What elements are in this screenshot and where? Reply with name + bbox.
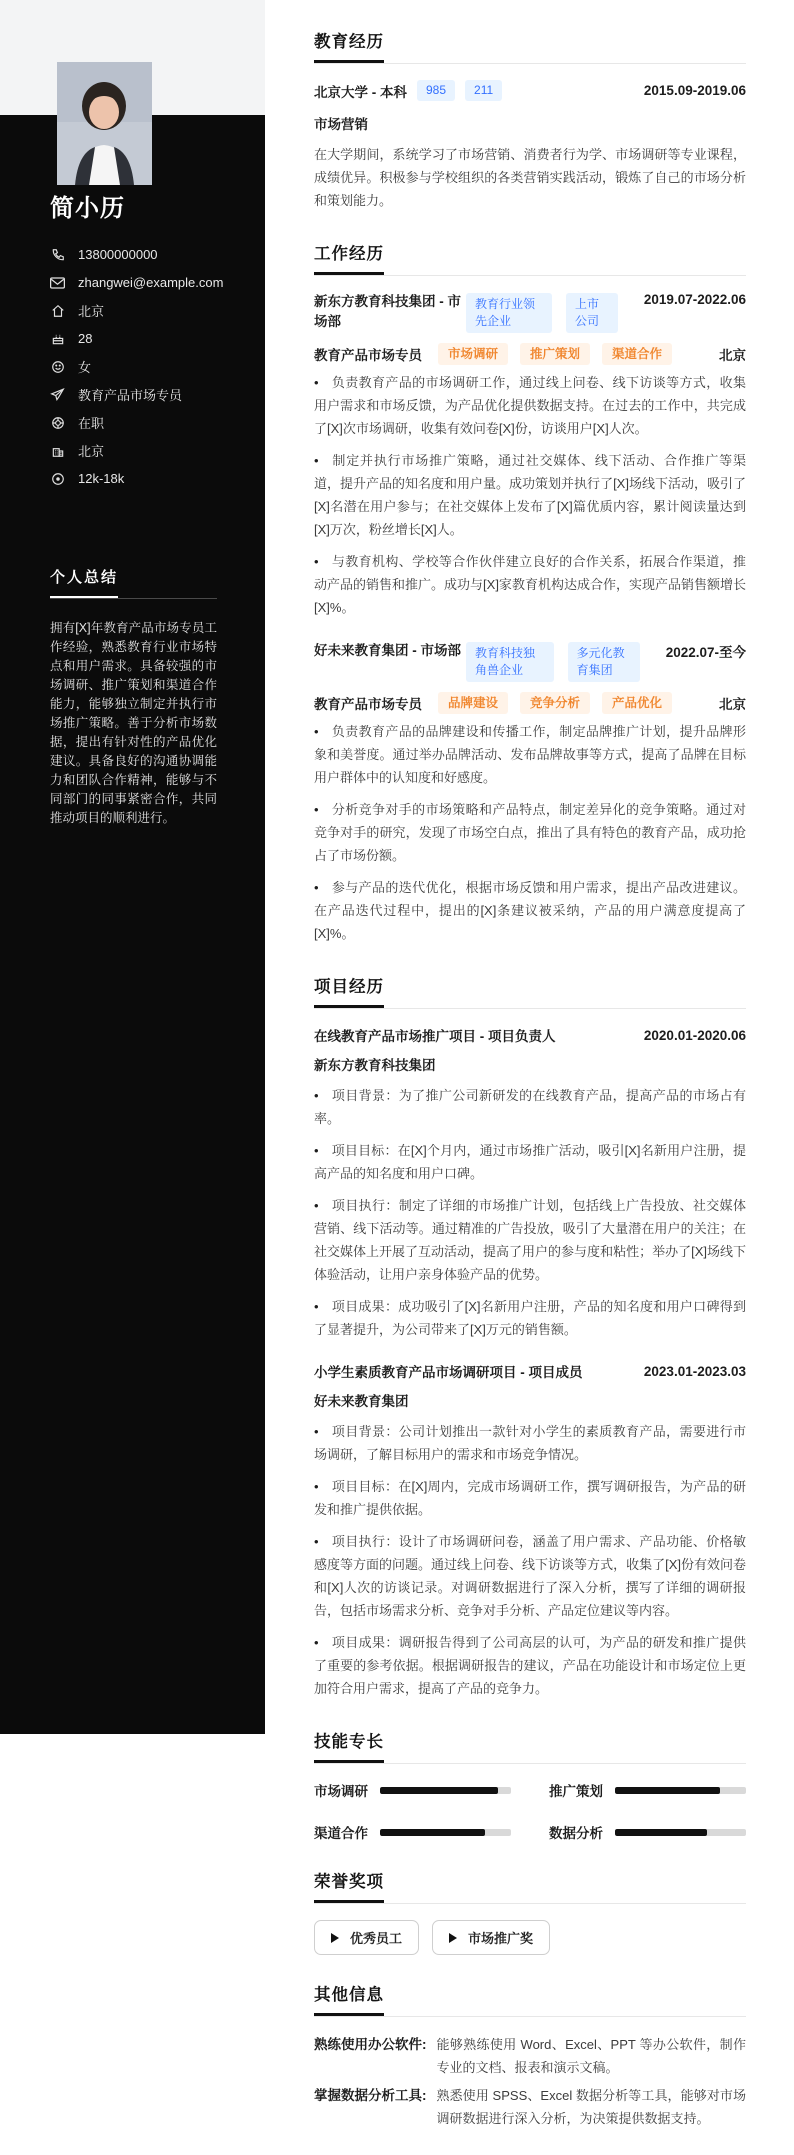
other-info-label: 掌握数据分析工具:: [314, 2088, 427, 2103]
profile-photo-image: [57, 62, 152, 185]
other-info-section: [314, 1981, 746, 2130]
project-entry-1: [314, 1025, 746, 1341]
bullet-item: • 与教育机构、学校等合作伙伴建立良好的合作关系，拓展合作渠道，推动产品的销售和推广。成功与[X]家教育机构达成合作，实现产品销售额增长[X]%。: [314, 554, 746, 615]
skill-bar-fill: [615, 1787, 720, 1794]
bullet-item: • 负责教育产品的品牌建设和传播工作，制定品牌推广计划，提升品牌形象和美誉度。通过举办品牌活动、发布品牌故事等方式，提高了品牌在目标用户群体中的认知度和好感度。: [314, 724, 746, 785]
bullet-item: • 项目目标：在[X]周内，完成市场调研工作，撰写调研报告，为产品的研发和推广提供依据。: [314, 1479, 746, 1517]
project-entry-2: [314, 1361, 746, 1700]
contact-age-value: 28: [78, 331, 93, 346]
job-entry-2: [314, 641, 746, 945]
play-icon: [449, 1933, 457, 1943]
personal-summary-text: 拥有[X]年教育产品市场专员工作经验，熟悉教育行业市场特点和用户需求。具备较强的市场调研、推广策划和渠道合作能力，能够独立制定并执行市场推广策略。善于分析市场数据，提出有针对性的产品优化建议。具备良好的沟通协调能力和团队合作精神，能够与不同部门的同事紧密合作，共同推动项目的顺利进行。: [50, 621, 217, 825]
phone-icon: [50, 247, 65, 262]
job-1-header: [314, 292, 746, 333]
job-2-role-row: [314, 692, 746, 714]
other-info-label: 熟练使用办公软件:: [314, 2037, 427, 2052]
job-tag: 产品优化: [602, 692, 672, 714]
education-entry: [314, 80, 746, 101]
bullet-item: • 负责教育产品的市场调研工作，通过线上问卷、线下访谈等方式，收集用户需求和市场反馈，为产品优化提供数据支持。在过去的工作中，共完成了[X]次市场调研，收集有效问卷[X]份，访谈用户[X]人次。: [314, 375, 746, 436]
job-1-bullets: [314, 371, 746, 619]
bullet-item: • 项目执行：设计了市场调研问卷，涵盖了用户需求、产品功能、价格敏感度等方面的问题。通过线上问卷、线下访谈等方式，收集了[X]份有效问卷和[X]人次的访谈记录。对调研数据进行了深入分析，撰写了详细的调研报告，包括市场需求分析、竞争对手分析、产品定位建议等内容。: [314, 1534, 746, 1618]
job-role: 教育产品市场专员: [314, 697, 422, 712]
skill-label: 市场调研: [314, 1784, 368, 1799]
bullet-dot: •: [314, 802, 319, 817]
skill-bar: [615, 1787, 746, 1794]
contact-email: [50, 274, 224, 291]
company-badge: 教育科技独角兽企业: [466, 642, 554, 682]
honor-label: 优秀员工: [350, 1931, 403, 1946]
contact-email-value: zhangwei@example.com: [78, 275, 224, 290]
education-section: [314, 28, 746, 212]
honor-pill: [432, 1920, 550, 1955]
job-tag: 渠道合作: [602, 343, 672, 365]
bullet-item: • 项目背景：公司计划推出一款针对小学生的素质教育产品，需要进行市场调研，了解目标用户的需求和市场竞争情况。: [314, 1424, 746, 1462]
project-date: 2020.01-2020.06: [643, 1027, 746, 1043]
contact-salary: [50, 470, 220, 487]
skills-grid: [314, 1780, 746, 1842]
city-icon: [50, 443, 65, 458]
project-1-bullets: [314, 1084, 746, 1341]
skill-label: 数据分析: [549, 1826, 603, 1841]
company-name: 新东方教育科技集团 - 市场部: [314, 294, 461, 329]
home-icon: [50, 303, 65, 318]
bullet-dot: •: [314, 1534, 319, 1549]
contact-home: [50, 302, 220, 319]
job-tag: 市场调研: [438, 343, 508, 365]
email-icon: [50, 275, 65, 290]
bullet-item: • 项目成果：调研报告得到了公司高层的认可，为产品的研发和推广提供了重要的参考依据。根据调研报告的建议，产品在功能设计和市场定位上更加符合用户需求，提高了产品的竞争力。: [314, 1635, 746, 1696]
job-location: 北京: [719, 348, 746, 363]
status-icon: [50, 415, 65, 430]
projects-section: [314, 973, 746, 1700]
skill-item: [549, 1780, 746, 1800]
school-badge-985: 985: [417, 80, 455, 101]
company-badges: [466, 292, 632, 333]
contact-salary-value: 12k-18k: [78, 471, 125, 486]
honor-label: 市场推广奖: [468, 1931, 534, 1946]
skill-bar-fill: [380, 1829, 485, 1836]
bullet-item: • 项目执行：制定了详细的市场推广计划，包括线上广告投放、社交媒体营销、线下活动等。通过精准的广告投放，吸引了大量潜在用户的关注；在社交媒体上开展了互动活动，提高了用户的参与度和粘性；举办了[X]场线下体验活动，让用户亲身体验产品的优势。: [314, 1198, 746, 1282]
bullet-dot: •: [314, 724, 319, 739]
bullet-dot: •: [314, 1088, 319, 1103]
contact-phone-value: 13800000000: [78, 247, 158, 262]
major: 市场营销: [314, 117, 368, 132]
skill-bar-fill: [615, 1829, 707, 1836]
bullet-item: • 制定并执行市场推广策略，通过社交媒体、线下活动、合作推广等渠道，提升产品的知名度和用户量。成功策划并执行了[X]场线下活动，吸引了[X]名潜在用户参与；在社交媒体上发布了[X]篇优质内容，累计阅读量达到[X]万次，粉丝增长[X]人。: [314, 453, 746, 537]
project-1-header: [314, 1025, 746, 1045]
sidebar: [0, 0, 265, 1734]
resume-main: [265, 0, 794, 2155]
skill-item: [549, 1822, 746, 1842]
contact-city-value: 北京: [78, 444, 105, 459]
skill-label: 渠道合作: [314, 1826, 368, 1841]
skill-item: [314, 1822, 511, 1842]
project-2-header: [314, 1361, 746, 1381]
age-icon: [50, 331, 65, 346]
job-1-role-row: [314, 343, 746, 365]
education-date: 2015.09-2019.06: [643, 83, 746, 98]
project-org: 好未来教育集团: [314, 1394, 409, 1409]
skills-section: [314, 1728, 746, 1842]
job-date: 2022.07-至今: [665, 645, 746, 660]
bullet-dot: •: [314, 1635, 319, 1650]
projects-section-title: 项目经历: [314, 973, 746, 1009]
bullet-dot: •: [314, 1143, 319, 1158]
company-badge: 上市公司: [566, 293, 618, 333]
bullet-dot: •: [314, 453, 319, 468]
bullet-dot: •: [314, 1424, 319, 1439]
contact-job-title-value: 教育产品市场专员: [78, 388, 183, 403]
skill-bar: [380, 1829, 511, 1836]
job-location: 北京: [719, 697, 746, 712]
bullet-item: • 分析竞争对手的市场策略和产品特点，制定差异化的竞争策略。通过对竞争对手的研究，发现了市场空白点，推出了具有特色的教育产品，成功抢占了市场份额。: [314, 802, 746, 863]
school-badge-211: 211: [465, 80, 502, 101]
honor-pill: [314, 1920, 419, 1955]
bullet-item: • 项目背景：为了推广公司新研发的在线教育产品，提高产品的市场占有率。: [314, 1088, 746, 1126]
skill-bar: [380, 1787, 511, 1794]
project-name: 在线教育产品市场推广项目 - 项目负责人: [314, 1029, 556, 1044]
other-info-text: 能够熟练使用 Word、Excel、PPT 等办公软件，制作专业的文档、报表和演示文稿。: [436, 2037, 746, 2075]
other-info-row: [314, 2033, 746, 2079]
contact-job-title: [50, 386, 220, 403]
contact-list: [50, 246, 224, 498]
other-info-section-title: 其他信息: [314, 1981, 746, 2017]
skill-label: 推广策划: [549, 1784, 603, 1799]
profile-photo: [57, 62, 152, 185]
personal-summary-title: 个人总结: [50, 566, 217, 599]
other-info-text: 熟悉使用 SPSS、Excel 数据分析等工具，能够对市场调研数据进行深入分析，为决策提供数据支持。: [436, 2088, 746, 2126]
job-2-header: [314, 641, 746, 682]
bullet-dot: •: [314, 1479, 319, 1494]
contact-home-value: 北京: [78, 304, 105, 319]
bullet-item: • 项目目标：在[X]个月内，通过市场推广活动，吸引[X]名新用户注册，提高产品的知名度和用户口碑。: [314, 1143, 746, 1181]
bullet-dot: •: [314, 1198, 319, 1213]
job-date: 2019.07-2022.06: [643, 292, 746, 307]
project-name: 小学生素质教育产品市场调研项目 - 项目成员: [314, 1365, 583, 1380]
job-role: 教育产品市场专员: [314, 348, 422, 363]
contact-city: [50, 442, 220, 459]
bullet-dot: •: [314, 1299, 319, 1314]
candidate-name: 简小历: [50, 195, 125, 222]
honors-section: [314, 1868, 746, 1955]
honors-section-title: 荣誉奖项: [314, 1868, 746, 1904]
bullet-dot: •: [314, 880, 319, 895]
work-section: [314, 240, 746, 945]
job-2-bullets: [314, 720, 746, 945]
job-entry-1: [314, 292, 746, 619]
honor-pills: [314, 1920, 746, 1955]
skill-item: [314, 1780, 511, 1800]
job-title-icon: [50, 387, 65, 402]
contact-phone: [50, 246, 220, 263]
gender-icon: [50, 359, 65, 374]
job-tag: 推广策划: [520, 343, 590, 365]
skill-bar-fill: [380, 1787, 498, 1794]
company-name: 好未来教育集团 - 市场部: [314, 643, 461, 658]
bullet-dot: •: [314, 554, 319, 569]
contact-status: [50, 414, 220, 431]
company-badges: [466, 641, 654, 682]
school-name: 北京大学 - 本科: [314, 84, 407, 100]
bullet-item: • 参与产品的迭代优化，根据市场反馈和用户需求，提出产品改进建议。在产品迭代过程中，提出的[X]条建议被采纳，产品的用户满意度提高了[X]%。: [314, 880, 746, 941]
contact-age: [50, 330, 220, 347]
skills-section-title: 技能专长: [314, 1728, 746, 1764]
education-section-title: 教育经历: [314, 28, 746, 64]
education-description: 在大学期间，系统学习了市场营销、消费者行为学、市场调研等专业课程，成绩优异。积极参与学校组织的各类营销实践活动，锻炼了自己的市场分析和策划能力。: [314, 147, 746, 208]
bullet-dot: •: [314, 375, 319, 390]
contact-status-value: 在职: [78, 416, 105, 431]
salary-icon: [50, 471, 65, 486]
contact-gender-value: 女: [78, 360, 92, 375]
job-tag: 竞争分析: [520, 692, 590, 714]
project-date: 2023.01-2023.03: [643, 1363, 746, 1379]
play-icon: [331, 1933, 339, 1943]
company-badge: 教育行业领先企业: [466, 293, 552, 333]
other-info-row: [314, 2084, 746, 2130]
job-tag: 品牌建设: [438, 692, 508, 714]
bullet-item: • 项目成果：成功吸引了[X]名新用户注册，产品的知名度和用户口碑得到了显著提升，为公司带来了[X]万元的销售额。: [314, 1299, 746, 1337]
project-org: 新东方教育科技集团: [314, 1058, 436, 1073]
project-2-bullets: [314, 1420, 746, 1700]
work-section-title: 工作经历: [314, 240, 746, 276]
company-badge: 多元化教育集团: [568, 642, 640, 682]
personal-summary-section: [50, 566, 217, 828]
skill-bar: [615, 1829, 746, 1836]
contact-gender: [50, 358, 220, 375]
